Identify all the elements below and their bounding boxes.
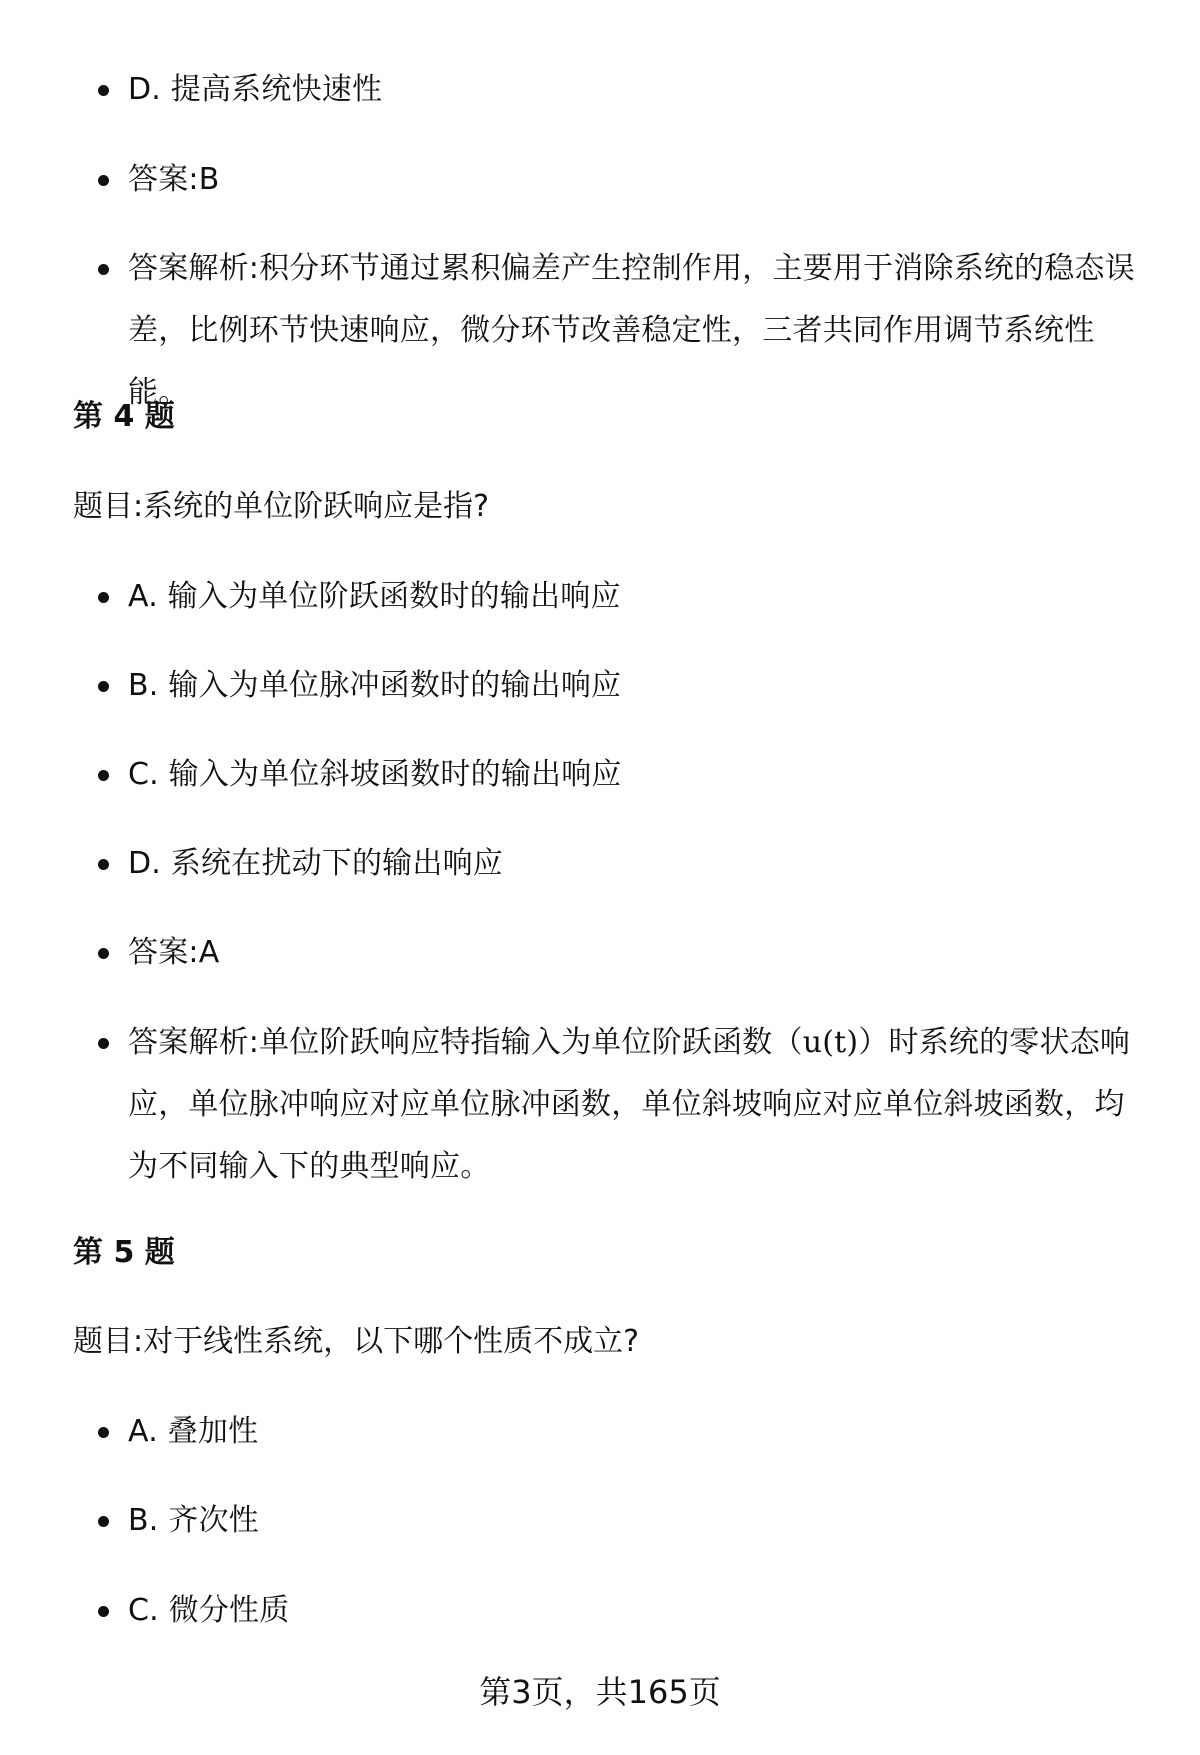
bullet-icon	[98, 681, 109, 692]
bullet-icon	[98, 175, 109, 186]
explanation-text: 答案解析:积分环节通过累积偏差产生控制作用，主要用于消除系统的稳态误差，比例环节快速响应，微分环节改善稳定性，三者共同作用调节系统性能。	[128, 251, 1135, 410]
answer-text: 答案:B	[128, 162, 220, 197]
option-d: D. 提高系统快速性	[128, 72, 383, 107]
option-d: D. 系统在扰动下的输出响应	[128, 846, 503, 881]
option-b: B. 齐次性	[128, 1503, 259, 1538]
bullet-icon	[98, 264, 109, 275]
page-number: 第3页，共165页	[479, 1673, 721, 1711]
option-c: C. 输入为单位斜坡函数时的输出响应	[128, 757, 622, 792]
bullet-icon	[98, 948, 109, 959]
question-heading: 第 5 题	[73, 1235, 175, 1270]
option-a: A. 输入为单位阶跃函数时的输出响应	[128, 579, 621, 614]
option-c: C. 微分性质	[128, 1593, 290, 1628]
bullet-icon	[98, 1516, 109, 1527]
explanation-before: 答案解析:单位阶跃响应特指输入为单位阶跃函数（	[128, 1025, 803, 1060]
bullet-icon	[98, 592, 109, 603]
explanation-after: ）时系统的零状态响应，单位脉冲响应对应单位脉冲函数，单位斜坡响应对应单位斜坡函数，均为不同输入下的典型响应。	[128, 1025, 1131, 1184]
question-text: 题目:对于线性系统，以下哪个性质不成立?	[73, 1324, 640, 1359]
option-b: B. 输入为单位脉冲函数时的输出响应	[128, 668, 622, 703]
answer-text: 答案:A	[128, 935, 220, 970]
question-heading: 第 4 题	[73, 399, 175, 434]
bullet-icon	[98, 859, 109, 870]
question-text: 题目:系统的单位阶跃响应是指?	[73, 489, 490, 524]
bullet-icon	[98, 1606, 109, 1617]
math-expression: u(t)	[802, 1025, 859, 1060]
bullet-icon	[98, 1427, 109, 1438]
bullet-icon	[98, 1038, 109, 1049]
option-a: A. 叠加性	[128, 1414, 259, 1449]
bullet-icon	[98, 770, 109, 781]
explanation-text	[128, 1012, 1148, 1198]
bullet-icon	[98, 85, 109, 96]
